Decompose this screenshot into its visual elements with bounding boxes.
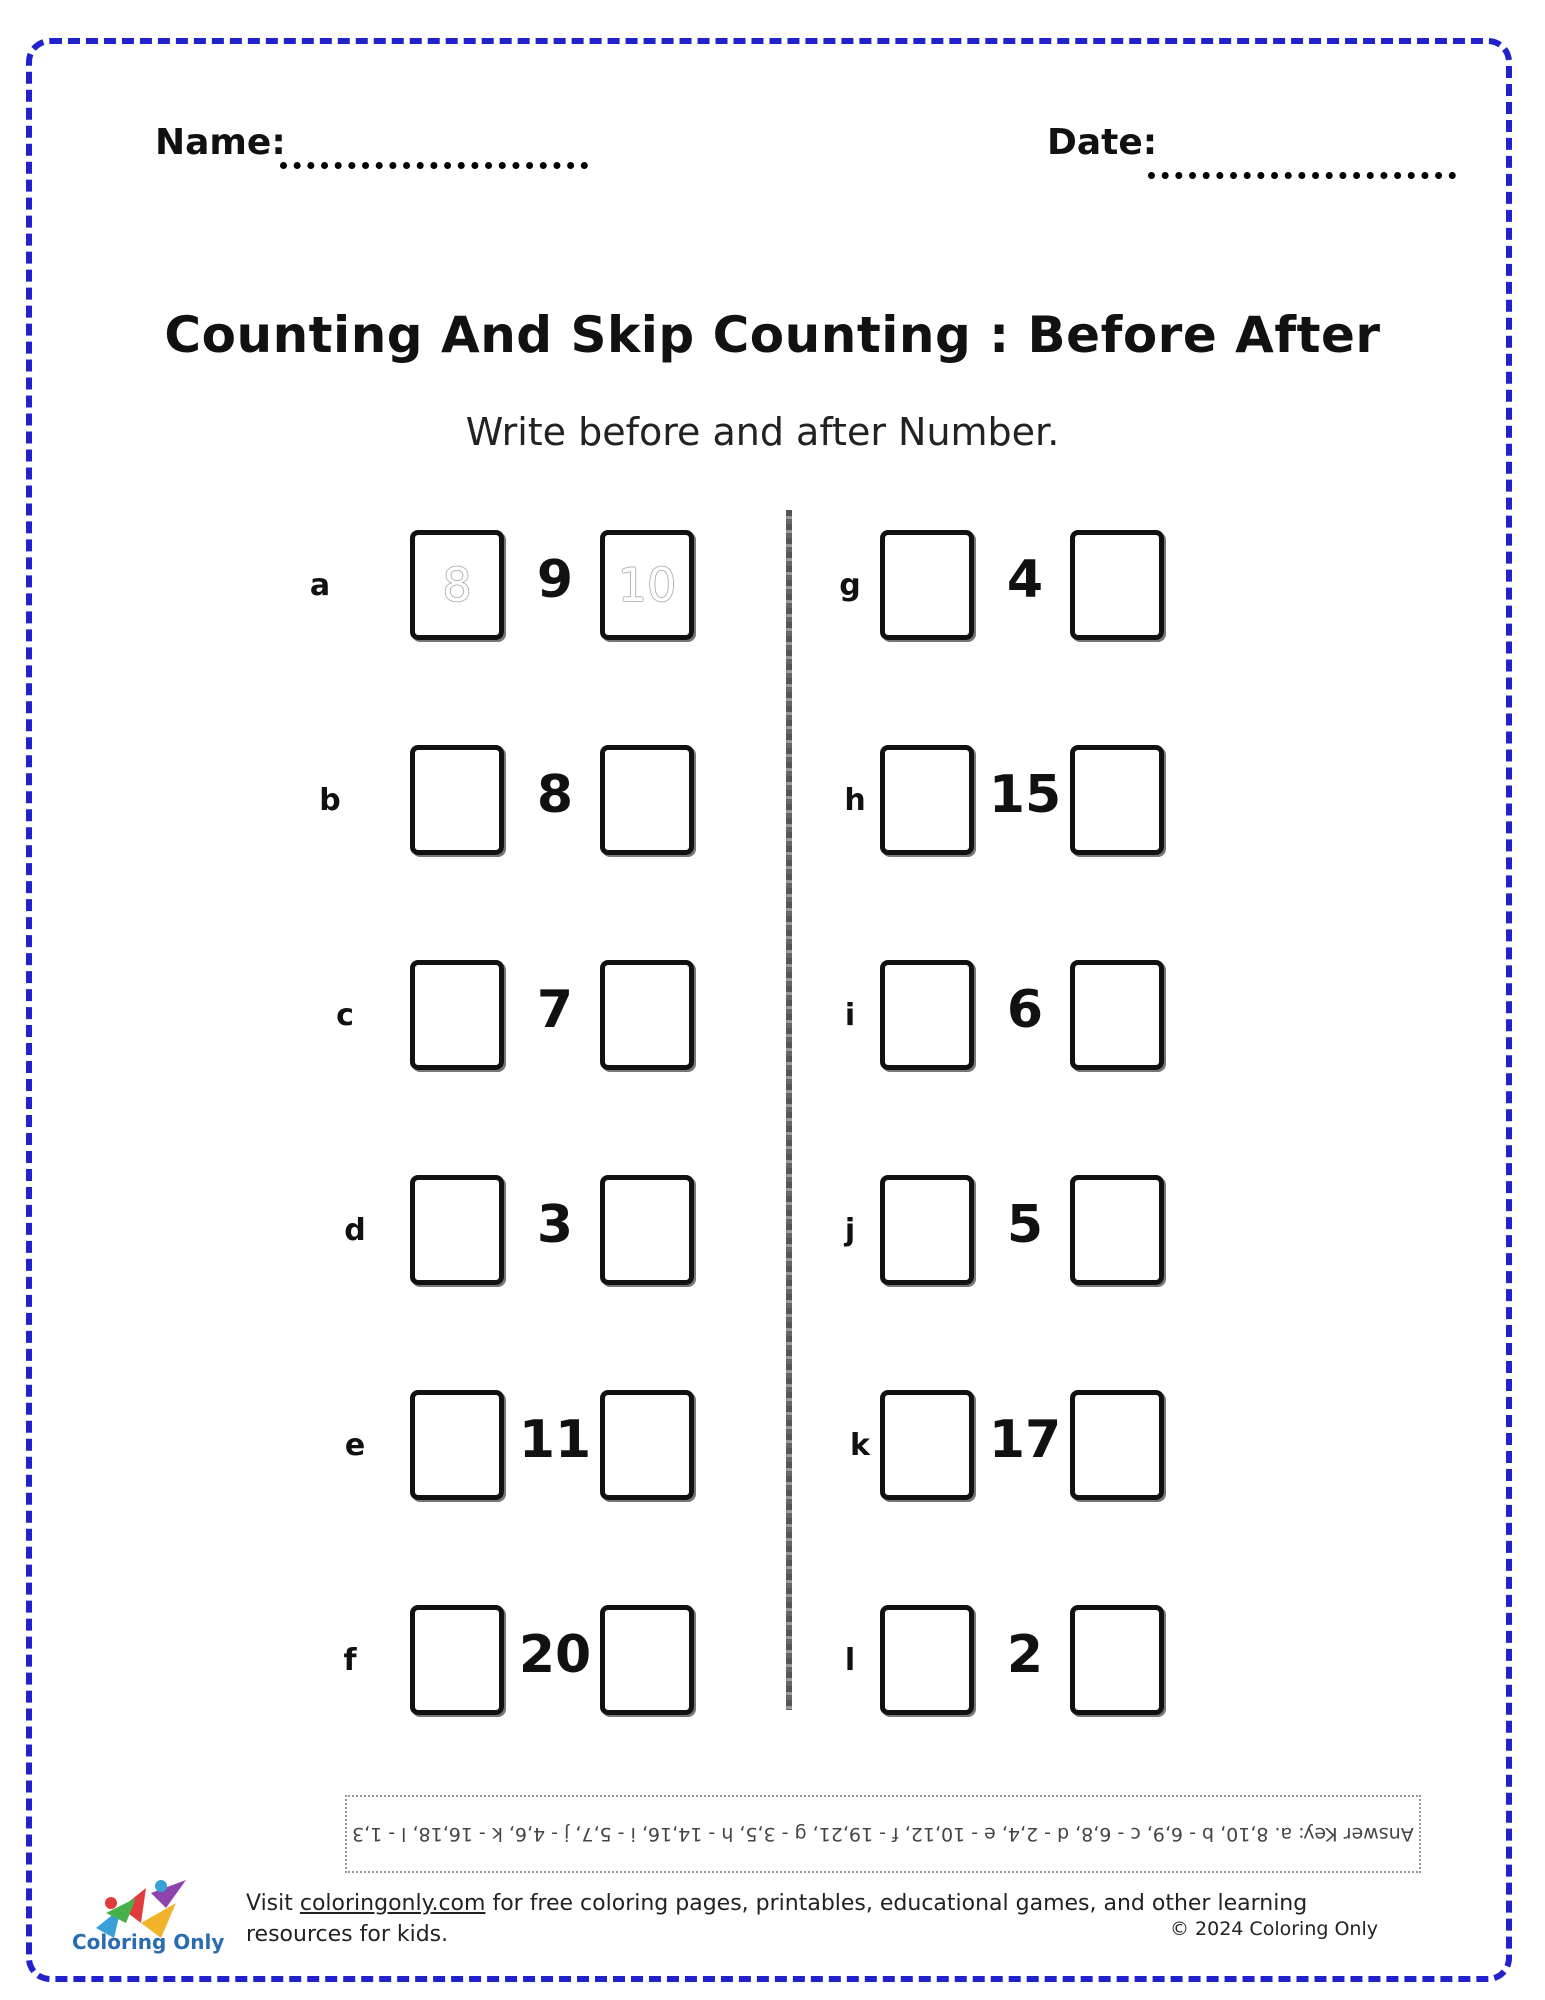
given-number-l: 2 — [1006, 1625, 1044, 1685]
after-answer-box-j[interactable] — [1070, 1175, 1164, 1285]
worksheet-instruction: Write before and after Number. — [465, 410, 1060, 454]
name-dotted-line[interactable] — [280, 162, 588, 169]
after-answer-box-e[interactable] — [600, 1390, 694, 1500]
before-answer-box-f[interactable] — [410, 1605, 504, 1715]
before-answer-box-l[interactable] — [880, 1605, 974, 1715]
footer-visit-suffix: for free coloring pages, printables, educational games, and other learning resources for kids. — [246, 1891, 1308, 1947]
after-answer-box-h[interactable] — [1070, 745, 1164, 855]
before-hint-a: 8 — [442, 558, 472, 612]
row-letter-i: i — [844, 998, 856, 1033]
before-answer-box-d[interactable] — [410, 1175, 504, 1285]
row-letter-d: d — [344, 1213, 366, 1248]
given-number-e: 11 — [518, 1410, 592, 1470]
row-letter-b: b — [319, 783, 341, 818]
before-answer-box-g[interactable] — [880, 530, 974, 640]
date-dotted-line[interactable] — [1148, 172, 1456, 179]
row-letter-a: a — [309, 568, 331, 603]
name-label: Name: — [155, 122, 286, 163]
date-label: Date: — [1047, 122, 1158, 163]
given-number-d: 3 — [536, 1195, 574, 1255]
row-letter-k: k — [850, 1428, 870, 1463]
footer-site-link[interactable]: coloringonly.com — [299, 1891, 486, 1916]
before-answer-box-a[interactable] — [410, 530, 504, 640]
before-answer-box-c[interactable] — [410, 960, 504, 1070]
after-answer-box-c[interactable] — [600, 960, 694, 1070]
column-divider — [786, 510, 792, 1710]
given-number-g: 4 — [1006, 550, 1044, 610]
row-letter-e: e — [344, 1428, 366, 1463]
given-number-j: 5 — [1006, 1195, 1044, 1255]
row-letter-h: h — [844, 783, 866, 818]
after-answer-box-d[interactable] — [600, 1175, 694, 1285]
before-answer-box-i[interactable] — [880, 960, 974, 1070]
given-number-f: 20 — [518, 1625, 592, 1685]
before-answer-box-e[interactable] — [410, 1390, 504, 1500]
footer-visit-prefix: Visit — [246, 1891, 300, 1916]
given-number-b: 8 — [536, 765, 574, 825]
after-answer-box-l[interactable] — [1070, 1605, 1164, 1715]
row-letter-l: l — [844, 1643, 856, 1678]
given-number-c: 7 — [536, 980, 574, 1040]
given-number-h: 15 — [988, 765, 1062, 825]
row-letter-j: j — [844, 1213, 856, 1248]
before-answer-box-b[interactable] — [410, 745, 504, 855]
after-answer-box-b[interactable] — [600, 745, 694, 855]
answer-key-box — [345, 1795, 1421, 1873]
given-number-k: 17 — [988, 1410, 1062, 1470]
logo-text: Coloring Only — [72, 1930, 225, 1954]
before-answer-box-j[interactable] — [880, 1175, 974, 1285]
answer-key-text: Answer Key: a. 8,10, b - 6,9, c - 6,8, d - 2,4, e - 10,12, f - 19,21, g - 3,5, h - 14,16, i - 5,7, j - 4,6, k - 16,18, l - 1,3 — [352, 1823, 1414, 1845]
after-hint-a: 10 — [617, 558, 677, 612]
before-answer-box-h[interactable] — [880, 745, 974, 855]
row-letter-g: g — [839, 568, 861, 603]
after-answer-box-g[interactable] — [1070, 530, 1164, 640]
before-answer-box-k[interactable] — [880, 1390, 974, 1500]
row-letter-c: c — [336, 998, 354, 1033]
worksheet-title: Counting And Skip Counting : Before After — [164, 306, 1381, 364]
after-answer-box-a[interactable] — [600, 530, 694, 640]
given-number-i: 6 — [1006, 980, 1044, 1040]
after-answer-box-i[interactable] — [1070, 960, 1164, 1070]
given-number-a: 9 — [536, 550, 574, 610]
footer-copyright: © 2024 Coloring Only — [1170, 1918, 1378, 1940]
row-letter-f: f — [343, 1643, 357, 1678]
after-answer-box-k[interactable] — [1070, 1390, 1164, 1500]
after-answer-box-f[interactable] — [600, 1605, 694, 1715]
